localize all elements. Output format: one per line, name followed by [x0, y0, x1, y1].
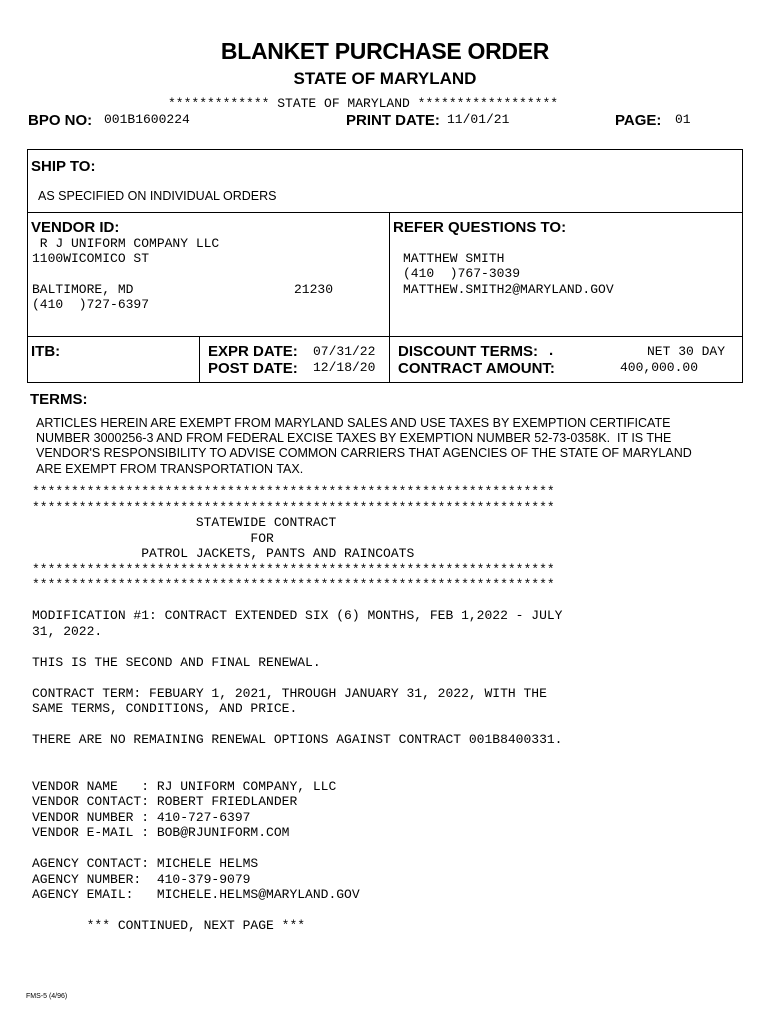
refer-questions-label: REFER QUESTIONS TO: — [393, 219, 567, 236]
ship-to-value: AS SPECIFIED ON INDIVIDUAL ORDERS — [38, 189, 277, 203]
terms-label: TERMS: — [30, 391, 88, 408]
print-date-value: 11/01/21 — [447, 112, 510, 127]
body-line: ******************************************************************* — [32, 484, 555, 499]
body-line: THERE ARE NO REMAINING RENEWAL OPTIONS AGAINST CONTRACT 001B8400331. — [32, 732, 563, 747]
body-line — [32, 903, 563, 919]
discount-terms-dot: . — [549, 342, 554, 359]
vendor-id-label: VENDOR ID: — [31, 219, 120, 236]
body-line: ******************************************************************* — [32, 561, 555, 577]
body-line — [32, 763, 563, 779]
expr-date-label: EXPR DATE: — [208, 343, 298, 360]
discount-terms-label: DISCOUNT TERMS: — [398, 343, 538, 360]
body-line: VENDOR E-MAIL : BOB@RJUNIFORM.COM — [32, 825, 290, 840]
terms-line: ARE EXEMPT FROM TRANSPORTATION TAX. — [36, 462, 304, 476]
page-label: PAGE: — [615, 112, 662, 129]
refer-phone: (410 )767-3039 — [403, 266, 521, 281]
state-banner: ************* STATE OF MARYLAND ****************** — [168, 96, 559, 111]
print-date-label: PRINT DATE: — [346, 112, 440, 129]
body-line: MODIFICATION #1: CONTRACT EXTENDED SIX (6) MONTHS, FEB 1,2022 - JULY — [32, 608, 563, 623]
body-line: *** CONTINUED, NEXT PAGE *** — [32, 918, 306, 933]
body-line: THIS IS THE SECOND AND FINAL RENEWAL. — [32, 654, 321, 670]
terms-line: NUMBER 3000256-3 AND FROM FEDERAL EXCISE TAXES BY EXEMPTION NUMBER 52-73-0358K. IT IS THE — [36, 431, 672, 445]
vendor-zip: 21230 — [294, 282, 334, 297]
body-line: PATROL JACKETS, PANTS AND RAINCOATS — [32, 546, 415, 561]
terms-line: VENDOR'S RESPONSIBILITY TO ADVISE COMMON CARRIERS THAT AGENCIES OF THE STATE OF MARYLAND — [36, 446, 692, 460]
discount-terms-value: NET 30 DAY — [647, 344, 726, 359]
body-line: ******************************************************************* — [32, 577, 555, 592]
vendor-divider — [389, 212, 390, 337]
itb-divider — [199, 336, 200, 383]
refer-name: MATTHEW SMITH — [403, 251, 505, 266]
refer-email: MATTHEW.SMITH2@MARYLAND.GOV — [403, 282, 614, 297]
page-number: 01 — [675, 112, 691, 127]
body-line: AGENCY CONTACT: MICHELE HELMS — [32, 856, 259, 871]
vendor-line: (410 )727-6397 — [32, 297, 150, 312]
body-line — [32, 748, 563, 764]
body-line: ******************************************************************* — [32, 499, 555, 515]
bpo-label: BPO NO: — [28, 112, 93, 129]
body-line — [32, 841, 563, 857]
vendor-line: R J UNIFORM COMPANY LLC — [32, 236, 220, 251]
vendor-line: 1100WICOMICO ST — [32, 251, 150, 266]
body-line: AGENCY NUMBER: 410-379-9079 — [32, 871, 251, 887]
body-line: VENDOR CONTACT: ROBERT FRIEDLANDER — [32, 794, 298, 809]
vendor-line: BALTIMORE, MD — [32, 282, 134, 297]
form-id: FMS-5 (4/96) — [26, 993, 68, 1000]
ship-to-box — [27, 149, 743, 213]
body-line: 31, 2022. — [32, 623, 103, 639]
bpo-number: 001B1600224 — [104, 112, 190, 127]
body-line: AGENCY EMAIL: MICHELE.HELMS@MARYLAND.GOV — [32, 887, 360, 902]
body-line — [32, 593, 563, 609]
order-body-text — [32, 484, 563, 934]
document-subtitle: STATE OF MARYLAND — [293, 69, 477, 88]
body-line: SAME TERMS, CONDITIONS, AND PRICE. — [32, 701, 298, 716]
vendor-box — [27, 212, 743, 337]
body-line: FOR — [32, 530, 274, 546]
body-line — [32, 717, 563, 733]
itb-label: ITB: — [31, 343, 61, 360]
post-date-value: 12/18/20 — [313, 360, 376, 375]
body-line — [32, 670, 563, 686]
post-date-label: POST DATE: — [208, 360, 298, 377]
terms-line: ARTICLES HEREIN ARE EXEMPT FROM MARYLAND SALES AND USE TAXES BY EXEMPTION CERTIFICATE — [36, 416, 671, 430]
expr-date-value: 07/31/22 — [313, 344, 376, 359]
body-line: STATEWIDE CONTRACT — [32, 515, 337, 530]
body-line — [32, 639, 563, 655]
body-line: CONTRACT TERM: FEBUARY 1, 2021, THROUGH JANUARY 31, 2022, WITH THE — [32, 685, 547, 701]
contract-amount-label: CONTRACT AMOUNT: — [398, 360, 555, 377]
body-line: VENDOR NUMBER : 410-727-6397 — [32, 809, 251, 825]
dates-divider — [389, 336, 390, 383]
contract-amount-value: 400,000.00 — [620, 360, 699, 375]
document-title: BLANKET PURCHASE ORDER — [220, 38, 550, 64]
body-line: VENDOR NAME : RJ UNIFORM COMPANY, LLC — [32, 778, 337, 794]
ship-to-label: SHIP TO: — [31, 158, 96, 175]
